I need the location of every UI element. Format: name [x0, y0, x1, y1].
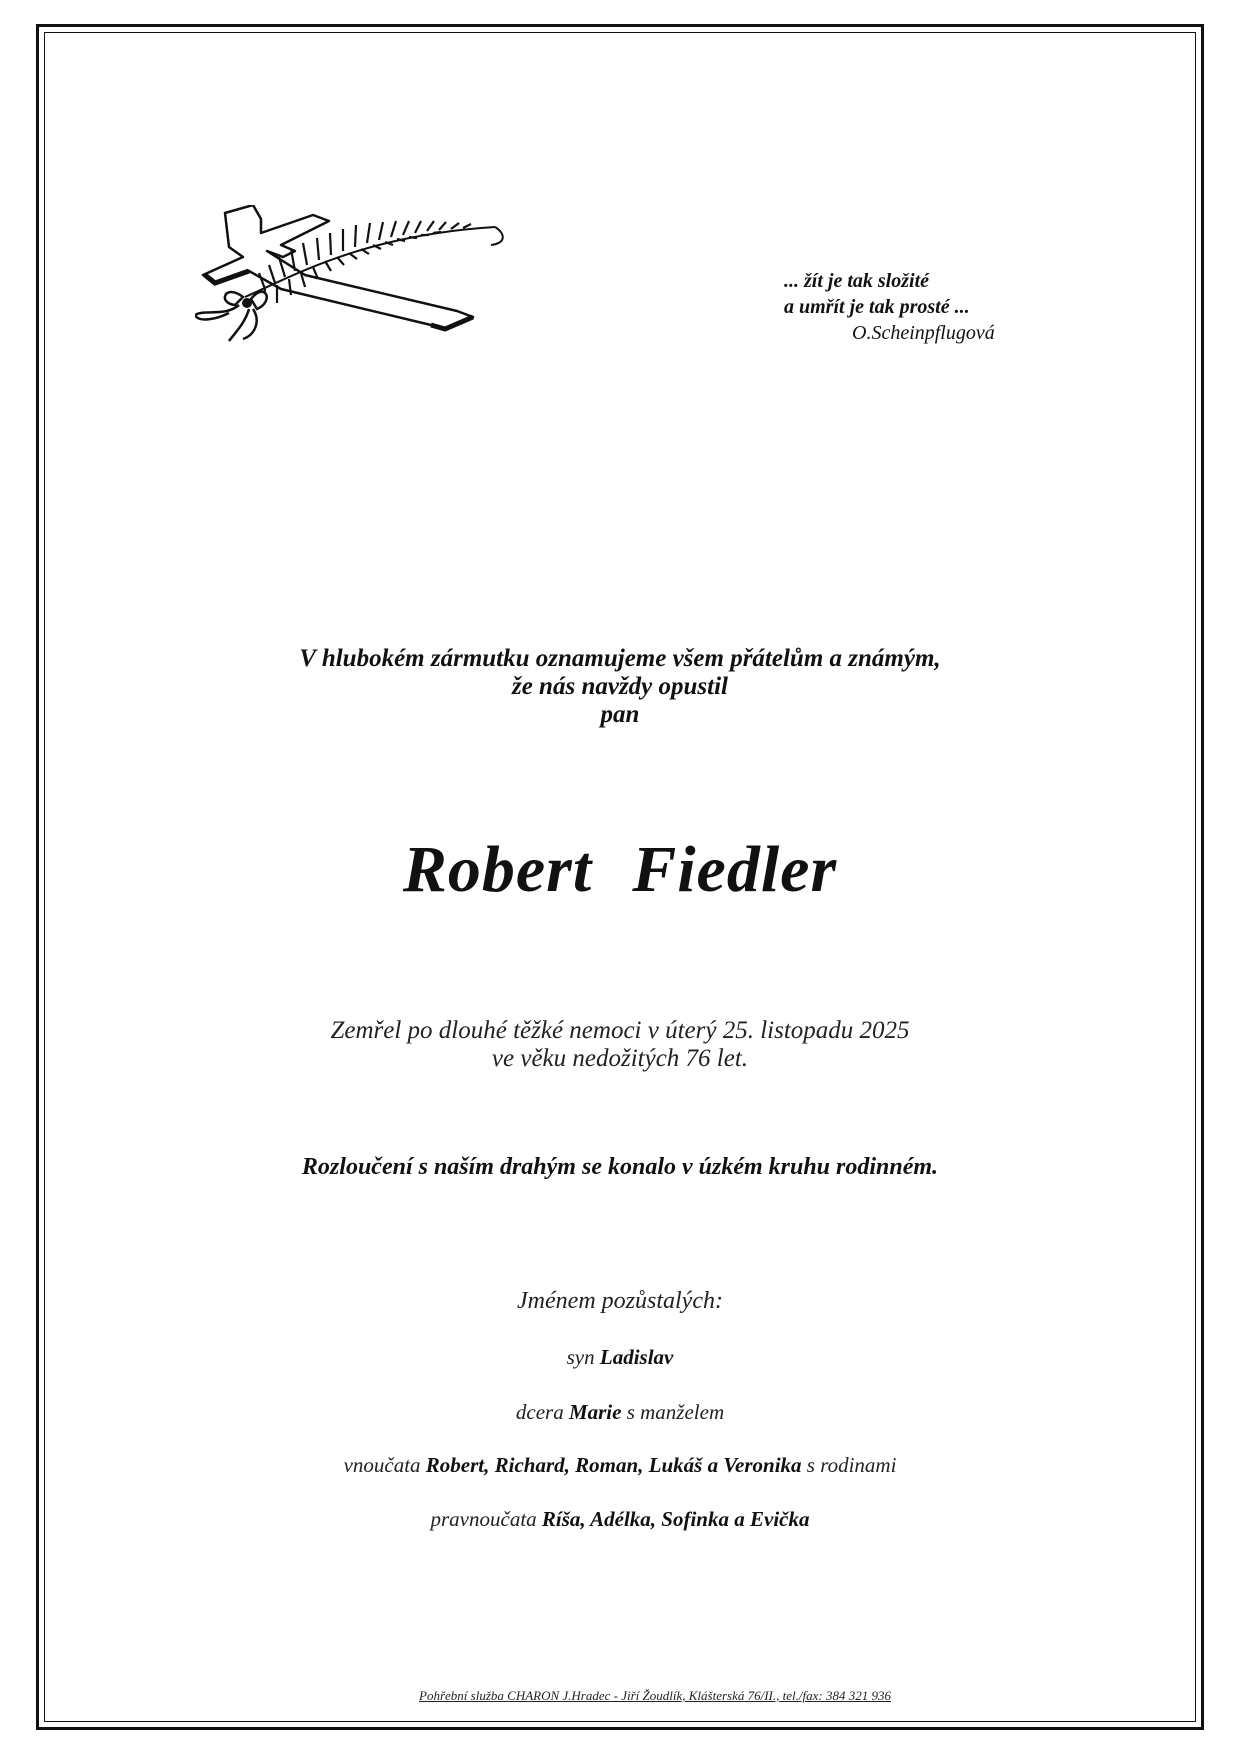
- cross-icon: [195, 205, 535, 365]
- survivor-son: [0, 1345, 1240, 1370]
- death-notice: [0, 1017, 1240, 1073]
- relative-names: Ladislav: [599, 1345, 674, 1369]
- relation-label: pravnoučata: [430, 1507, 537, 1531]
- survivor-daughter: [0, 1400, 1240, 1425]
- funeral-service-footer: Pohřební služba CHARON J.Hradec - Jiří Žoudlík, Klášterská 76/II., tel./fax: 384 321 936: [419, 1688, 891, 1703]
- survivor-grandchildren: [0, 1453, 1240, 1478]
- deceased-name: [0, 832, 1240, 908]
- relative-names: Marie: [568, 1400, 622, 1424]
- relation-suffix: s rodinami: [806, 1453, 897, 1477]
- farewell-notice: Rozloučení s naším drahým se konalo v úzkém kruhu rodinném.: [301, 1154, 939, 1180]
- quote-block: [770, 268, 1090, 346]
- death-line-2: ve věku nedožitých 76 let.: [491, 1045, 749, 1072]
- quote-author: O.Scheinpflugová: [852, 322, 995, 344]
- relation-label: syn: [566, 1345, 595, 1369]
- relative-names: Robert, Richard, Roman, Lukáš a Veronika: [425, 1453, 802, 1477]
- intro-line-1: V hlubokém zármutku oznamujeme všem přátelům a známým,: [299, 645, 941, 672]
- deceased-last-name: Fiedler: [632, 833, 838, 906]
- cross-and-palm-emblem: [195, 205, 535, 365]
- relation-label: vnoučata: [343, 1453, 421, 1477]
- survivor-great-grandchildren: [0, 1507, 1240, 1532]
- relation-suffix: s manželem: [626, 1400, 725, 1424]
- intro-line-2: že nás navždy opustil: [511, 673, 728, 700]
- quote-line-1: ... žít je tak složité: [784, 270, 929, 292]
- death-line-1: Zemřel po dlouhé těžké nemoci v úterý 25. listopadu 2025: [330, 1017, 910, 1044]
- relative-names: Ríša, Adélka, Sofinka a Evička: [541, 1507, 810, 1531]
- quote-line-2: a umřít je tak prosté ...: [784, 296, 970, 318]
- intro-line-3: pan: [600, 701, 640, 728]
- announcement-intro: [0, 645, 1240, 729]
- relation-label: dcera: [515, 1400, 564, 1424]
- survivors-heading: Jménem pozůstalých:: [517, 1288, 723, 1314]
- deceased-first-name: Robert: [402, 833, 593, 906]
